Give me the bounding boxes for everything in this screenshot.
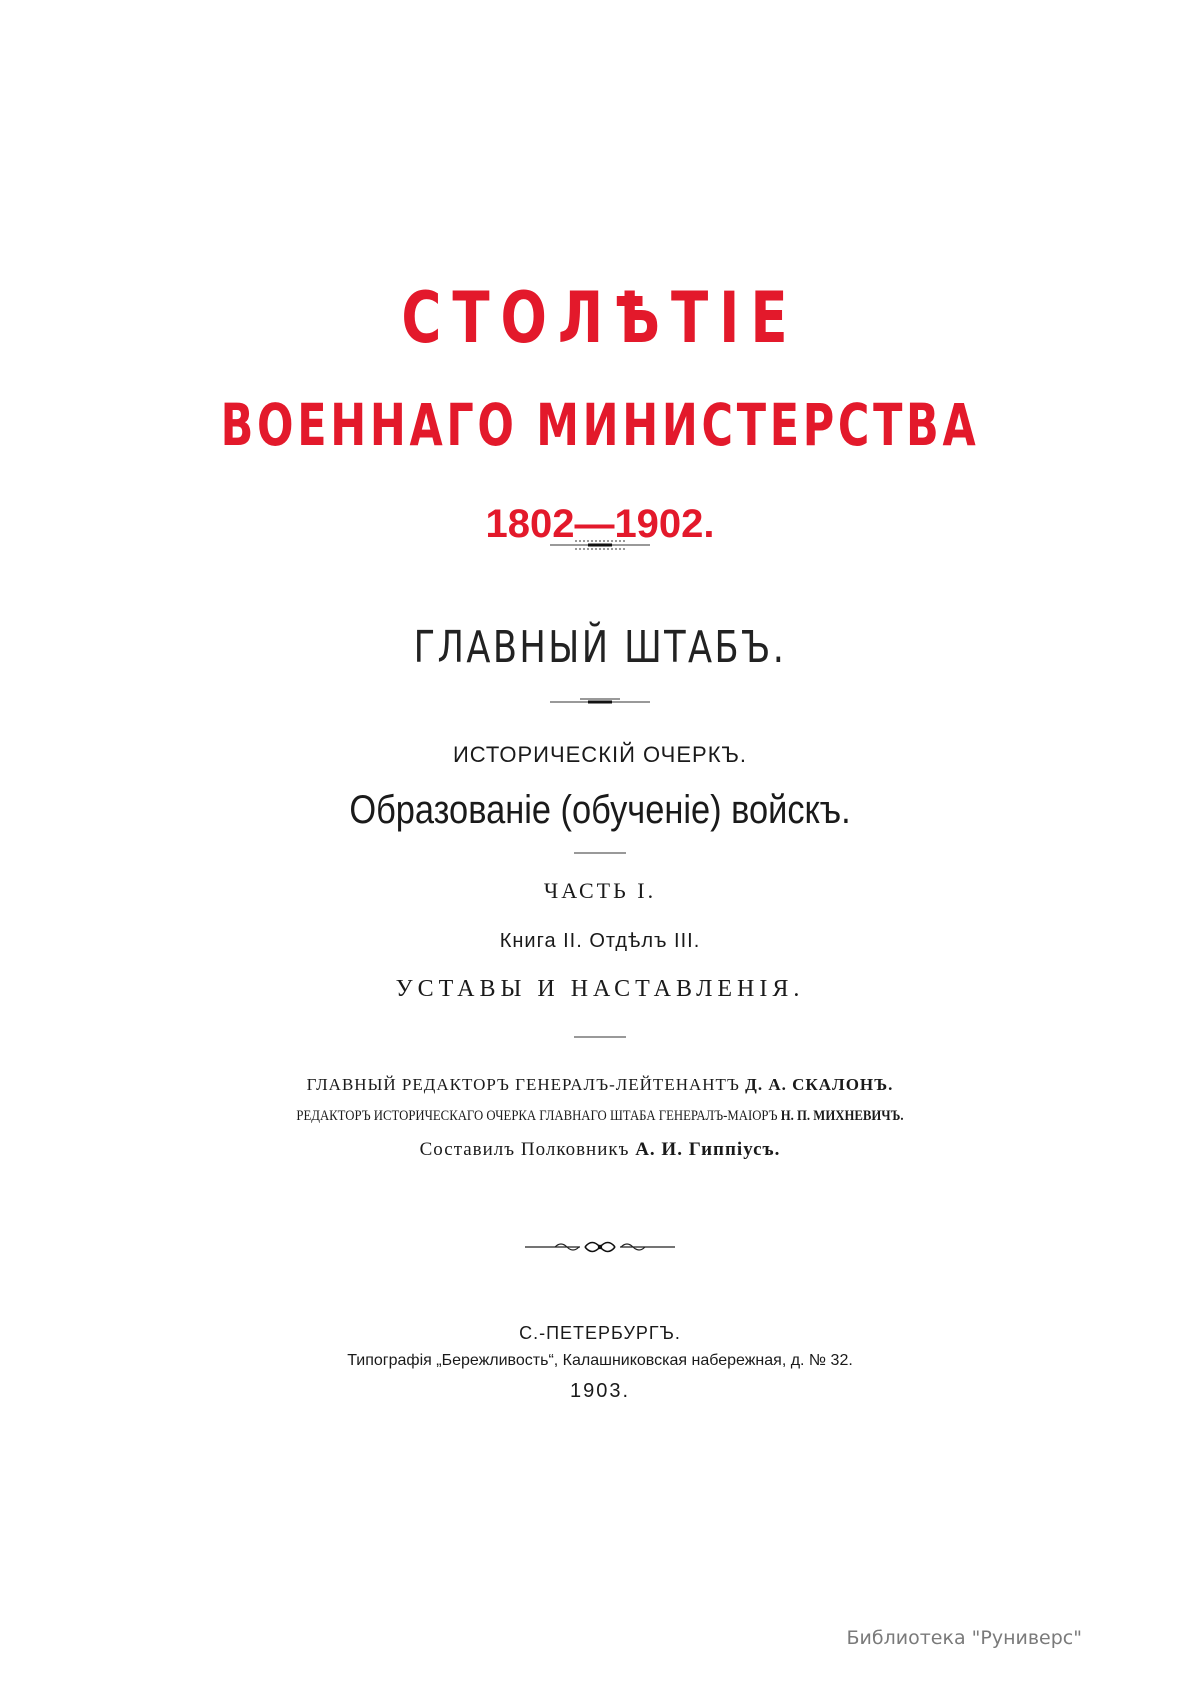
- ornament-divider: [0, 1237, 1200, 1257]
- editor-prefix: РЕДАКТОРЪ ИСТОРИЧЕСКАГО ОЧЕРКА ГЛАВНАГО ШТАБА ГЕНЕРАЛЪ-МАІОРЪ: [296, 1108, 781, 1124]
- chief-editor-prefix: ГЛАВНЫЙ РЕДАКТОРЪ ГЕНЕРАЛЪ-ЛЕЙТЕНАНТЪ: [306, 1075, 746, 1094]
- title-years: 1802—1902.: [485, 502, 715, 546]
- editor-name: Н. П. МИХНЕВИЧЪ.: [780, 1108, 904, 1124]
- imprint-city: С.-ПЕТЕРБУРГЪ.: [519, 1323, 681, 1343]
- compiler-prefix: Составилъ Полковникъ: [419, 1139, 636, 1160]
- decorative-rule-1: [0, 538, 1200, 552]
- chief-editor-name: Д. А. СКАЛОНЪ.: [745, 1075, 894, 1094]
- compiler-name: А. И. Гиппіусъ.: [635, 1139, 781, 1160]
- imprint-press: Типографія „Бережливость“, Калашниковская набережная, д. № 32.: [347, 1352, 853, 1369]
- topic-title: Образованіе (обученіе) войскъ.: [349, 788, 851, 832]
- chief-editor-line: [0, 1074, 1200, 1096]
- short-rule-2: [0, 1030, 1200, 1044]
- essay-label: ИСТОРИЧЕСКІЙ ОЧЕРКЪ.: [452, 742, 748, 767]
- title-line-2: ВОЕННАГО МИНИСТЕРСТВА: [220, 391, 980, 459]
- part-number: ЧАСТЬ I.: [543, 878, 657, 903]
- editor-line: [90, 1106, 1110, 1126]
- library-watermark: Библиотека "Руниверс": [846, 1627, 1082, 1649]
- regulations-title: УСТАВЫ И НАСТАВЛЕНІЯ.: [395, 976, 805, 1002]
- book-section: Книга II. Отдѣлъ III.: [499, 930, 701, 952]
- imprint-year: 1903.: [569, 1380, 631, 1402]
- decorative-rule-2: [0, 695, 1200, 709]
- compiler-line: [0, 1138, 1200, 1162]
- subtitle: ГЛАВНЫЙ ШТАБЪ.: [413, 622, 787, 673]
- title-line-1: СТОЛѢТІЕ: [401, 277, 799, 359]
- short-rule-1: [0, 846, 1200, 860]
